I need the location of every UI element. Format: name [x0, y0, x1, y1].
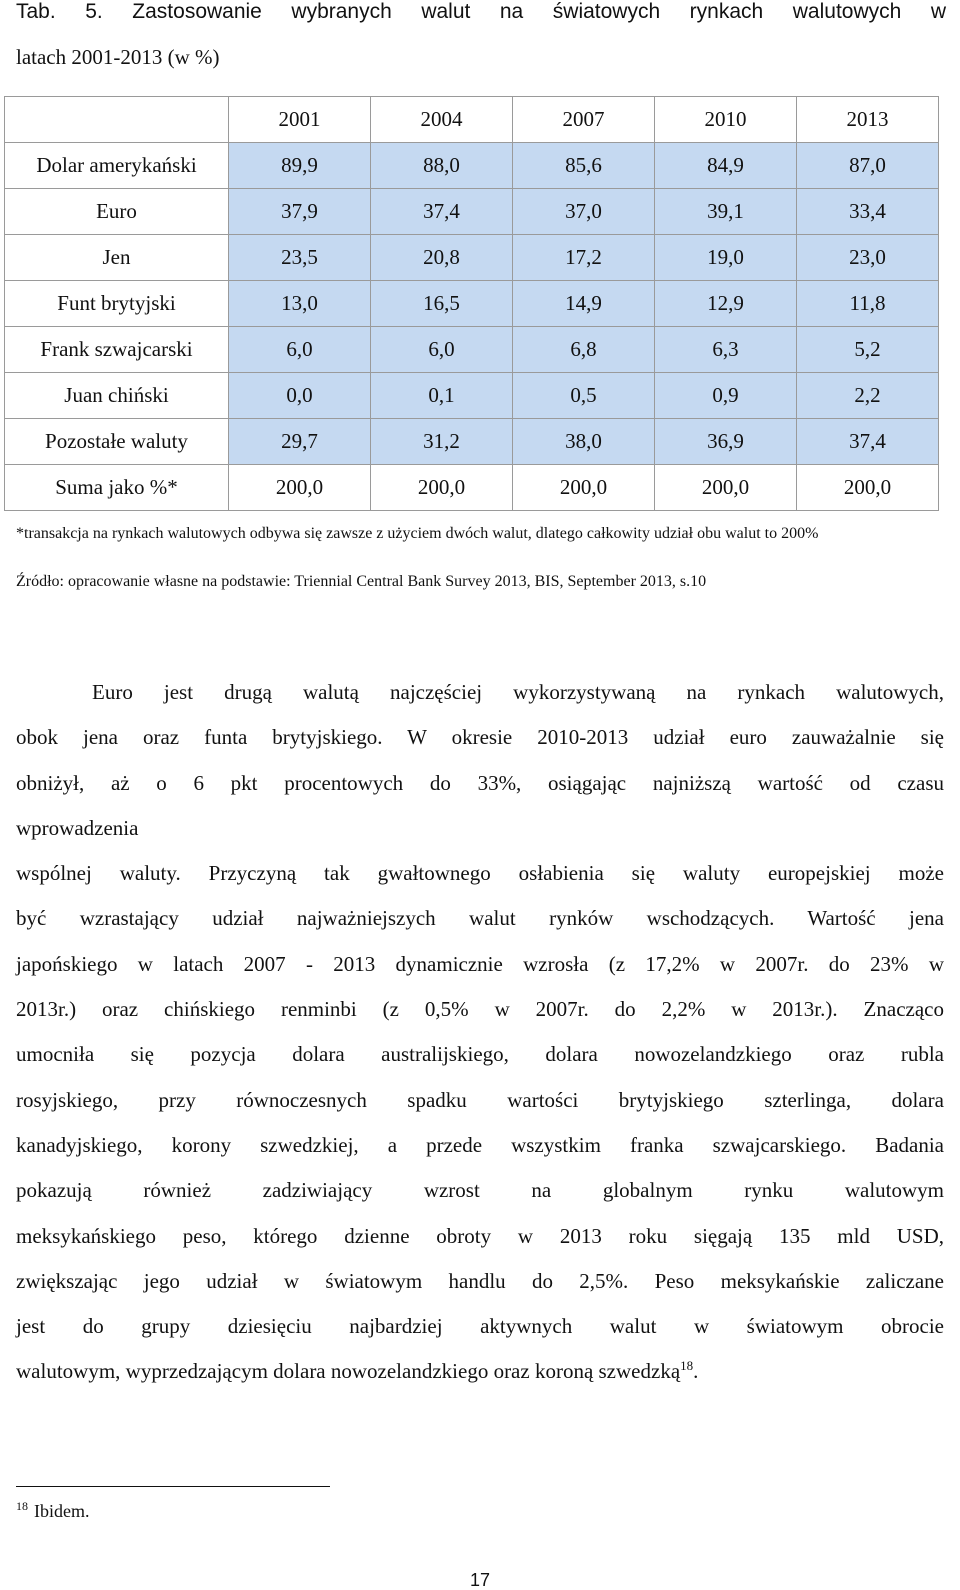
paragraph-line-text: Euro jest drugą walutą najczęściej wykorzystywaną na rynkach walutowych, [92, 680, 944, 704]
row-value: 16,5 [371, 281, 513, 327]
table-sum-row [5, 465, 939, 511]
row-value: 23,0 [797, 235, 939, 281]
row-value: 37,9 [229, 189, 371, 235]
row-value: 0,1 [371, 373, 513, 419]
footnote-text: Ibidem. [34, 1501, 90, 1521]
table-row [5, 189, 939, 235]
row-label: Dolar amerykański [5, 143, 229, 189]
source-prefix: Źródło: opracowanie własne na podstawie: [16, 573, 291, 590]
table-row [5, 373, 939, 419]
header-empty-cell [5, 97, 229, 143]
row-value: 14,9 [513, 281, 655, 327]
caption-label: Tab. 5. [16, 0, 103, 23]
row-value: 6,0 [371, 327, 513, 373]
row-value: 6,3 [655, 327, 797, 373]
paragraph-line: rosyjskiego, przy równoczesnych spadku wartości brytyjskiego szterlinga, dolara [16, 1087, 944, 1112]
row-value: 12,9 [655, 281, 797, 327]
page-number: 17 [469, 1570, 491, 1590]
row-label: Funt brytyjski [5, 281, 229, 327]
footnote-number: 18 [16, 1499, 28, 1513]
row-value: 6,8 [513, 327, 655, 373]
row-value: 29,7 [229, 419, 371, 465]
row-value: 23,5 [229, 235, 371, 281]
row-value: 13,0 [229, 281, 371, 327]
header-year: 2007 [513, 97, 655, 143]
caption-title-line-1: Zastosowanie wybranych walut na światowych rynkach walutowych w [132, 0, 946, 23]
paragraph-line: japońskiego w latach 2007 - 2013 dynamicznie wzrosła (z 17,2% w 2007r. do 23% w [16, 951, 944, 976]
row-value: 0,5 [513, 373, 655, 419]
row-value: 11,8 [797, 281, 939, 327]
row-value: 84,9 [655, 143, 797, 189]
row-value: 200,0 [797, 465, 939, 511]
row-value: 37,4 [797, 419, 939, 465]
paragraph-line: zwiększając jego udział w światowym handlu do 2,5%. Peso meksykańskie zaliczane [16, 1268, 944, 1293]
table-caption [16, 0, 946, 69]
row-value: 6,0 [229, 327, 371, 373]
row-value: 0,9 [655, 373, 797, 419]
row-value: 19,0 [655, 235, 797, 281]
row-value: 88,0 [371, 143, 513, 189]
row-value: 38,0 [513, 419, 655, 465]
source-note [16, 571, 946, 593]
table-header-row [5, 97, 939, 143]
paragraph-line: jest do grupy dziesięciu najbardziej aktywnych walut w światowym obrocie [16, 1314, 944, 1339]
row-value: 20,8 [371, 235, 513, 281]
header-year: 2001 [229, 97, 371, 143]
paragraph-line [16, 1349, 944, 1394]
row-value: 2,2 [797, 373, 939, 419]
currency-share-table [4, 96, 939, 511]
paragraph-line: obniżył, aż o 6 pkt procentowych do 33%, osiągając najniższą wartość od czasu [16, 770, 944, 795]
asterisk-note: *transakcja na rynkach walutowych odbywa się zawsze z użyciem dwóch walut, dlatego całkowity udział obu walut to 200% [16, 525, 819, 542]
table-row [5, 143, 939, 189]
row-value: 36,9 [655, 419, 797, 465]
row-value: 0,0 [229, 373, 371, 419]
row-value: 39,1 [655, 189, 797, 235]
table-body [5, 97, 939, 511]
row-label: Pozostałe waluty [5, 419, 229, 465]
header-year: 2004 [371, 97, 513, 143]
paragraph-line: 2013r.) oraz chińskiego renminbi (z 0,5% w 2007r. do 2,2% w 2013r.). Znacząco [16, 997, 944, 1022]
paragraph-line: być wzrastający udział najważniejszych walut rynków wschodzących. Wartość jena [16, 906, 944, 931]
row-value: 200,0 [229, 465, 371, 511]
caption-line-1 [16, 0, 946, 24]
row-value: 89,9 [229, 143, 371, 189]
paragraph-line: kanadyjskiego, korony szwedzkiej, a przede wszystkim franka szwajcarskiego. Badania [16, 1132, 944, 1157]
row-label: Suma jako %* [5, 465, 229, 511]
row-label: Jen [5, 235, 229, 281]
row-value: 5,2 [797, 327, 939, 373]
table-row [5, 235, 939, 281]
paragraph-line: pokazują również zadziwiający wzrost na globalnym rynku walutowym [16, 1178, 944, 1203]
footnote [16, 1499, 90, 1523]
row-label: Juan chiński [5, 373, 229, 419]
row-value: 87,0 [797, 143, 939, 189]
caption-title-line-2: latach 2001-2013 (w %) [16, 45, 220, 69]
row-label: Frank szwajcarski [5, 327, 229, 373]
footnote-reference[interactable]: 18 [680, 1358, 694, 1374]
table-row [5, 281, 939, 327]
footnote-separator [16, 1486, 330, 1487]
body-paragraph [16, 670, 944, 1395]
paragraph-line: meksykańskiego peso, którego dzienne obroty w 2013 roku sięgają 135 mld USD, [16, 1223, 944, 1248]
table-row [5, 419, 939, 465]
row-value: 17,2 [513, 235, 655, 281]
source-body: Triennial Central Bank Survey 2013, BIS, September 2013, s.10 [294, 573, 707, 590]
paragraph-line: wspólnej waluty. Przyczyną tak gwałtownego osłabienia się waluty europejskiej może [16, 861, 944, 886]
row-value: 200,0 [513, 465, 655, 511]
row-value: 200,0 [371, 465, 513, 511]
row-value: 85,6 [513, 143, 655, 189]
paragraph-last-text: walutowym, wyprzedzającym dolara nowozelandzkiego oraz koroną szwedzką [16, 1359, 681, 1384]
row-value: 33,4 [797, 189, 939, 235]
table-row [5, 327, 939, 373]
paragraph-line: wprowadzenia [16, 815, 139, 840]
paragraph-line: obok jena oraz funta brytyjskiego. W okresie 2010-2013 udział euro zauważalnie się [16, 725, 944, 750]
row-value: 37,4 [371, 189, 513, 235]
row-value: 200,0 [655, 465, 797, 511]
row-value: 31,2 [371, 419, 513, 465]
paragraph-line: umocniła się pozycja dolara australijskiego, dolara nowozelandzkiego oraz rubla [16, 1042, 944, 1067]
row-label: Euro [5, 189, 229, 235]
header-year: 2013 [797, 97, 939, 143]
header-year: 2010 [655, 97, 797, 143]
row-value: 37,0 [513, 189, 655, 235]
paragraph-last-end: . [693, 1359, 699, 1384]
paragraph-line [16, 670, 944, 715]
